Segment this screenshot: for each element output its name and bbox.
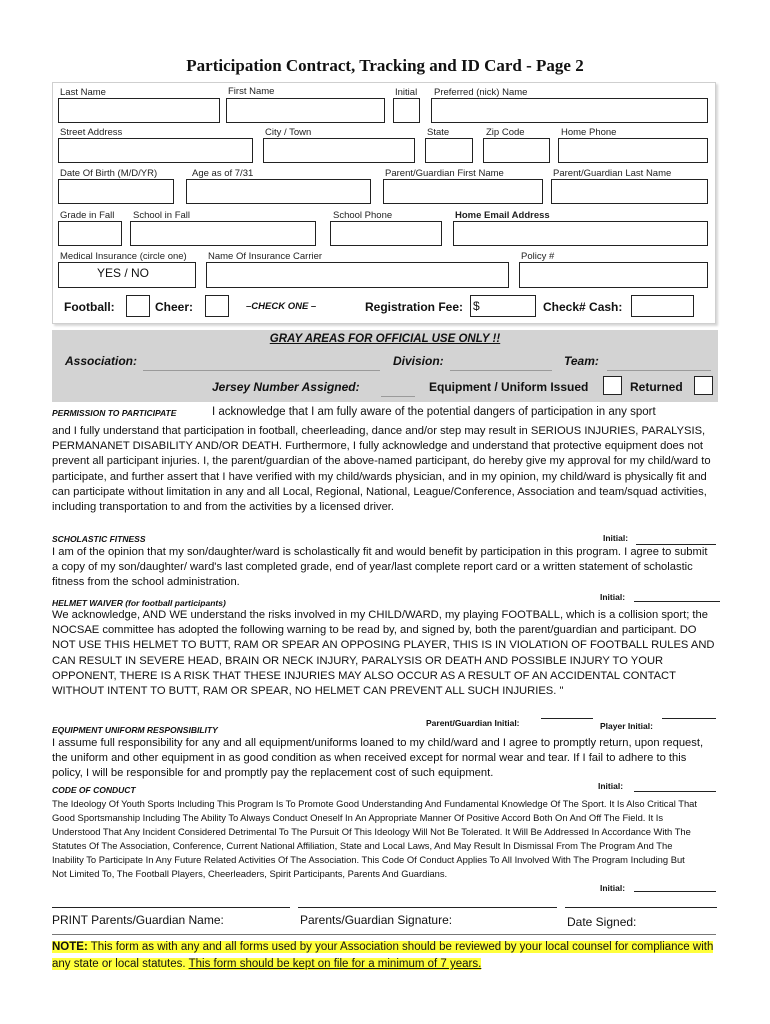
first-name-field[interactable]: [226, 98, 385, 123]
equipment-initial-line[interactable]: [634, 791, 716, 792]
division-label: Division:: [393, 354, 444, 368]
dollar-sign: $: [473, 299, 480, 313]
division-line[interactable]: [450, 370, 552, 371]
cheer-label: Cheer:: [155, 300, 194, 314]
conduct-heading: CODE OF CONDUCT: [52, 785, 136, 795]
school-phone-field[interactable]: [330, 221, 442, 246]
association-label: Association:: [65, 354, 138, 368]
cheer-checkbox[interactable]: [205, 295, 229, 317]
insurance-carrier-field[interactable]: [206, 262, 509, 288]
first-name-label: First Name: [228, 86, 275, 97]
print-name-line[interactable]: [52, 907, 290, 908]
returned-label: Returned: [630, 380, 683, 394]
street-address-field[interactable]: [58, 138, 253, 163]
equipment-body-text: I assume full responsibility for any and all equipment/uniforms loaned to my child/ward and I agree to promptly return, upon request, the uniform and other equipment in as good condition as when received except for normal wear and tear. If I fail to adhere to this policy, I will be responsible for and promptly pay the replacement cost of such equipment.: [52, 737, 704, 780]
state-field[interactable]: [425, 138, 473, 163]
insurance-carrier-label: Name Of Insurance Carrier: [208, 251, 323, 262]
player-initial-label: Player Initial:: [600, 721, 653, 731]
registration-fee-field[interactable]: [470, 295, 536, 317]
check-cash-field[interactable]: [631, 295, 694, 317]
signature-line[interactable]: [298, 907, 557, 908]
association-line[interactable]: [143, 370, 380, 371]
street-address-label: Street Address: [60, 127, 123, 138]
home-phone-label: Home Phone: [561, 127, 617, 138]
player-initial-line[interactable]: [662, 718, 716, 719]
registration-fee-label: Registration Fee:: [365, 300, 464, 314]
helmet-heading: HELMET WAIVER (for football participants): [52, 598, 226, 608]
scholastic-initial-label: Initial:: [603, 533, 629, 543]
preferred-name-label: Preferred (nick) Name: [434, 87, 528, 98]
signature-label: Parents/Guardian Signature:: [300, 913, 453, 927]
preferred-name-field[interactable]: [431, 98, 708, 123]
conduct-initial-line[interactable]: [634, 891, 716, 892]
note-text: This form as with any and all forms used by your Association should be reviewed by your local counsel for compliance with any state or local statutes.: [52, 941, 714, 970]
team-line[interactable]: [607, 370, 711, 371]
returned-checkbox[interactable]: [694, 376, 713, 395]
age-label: Age as of 7/31: [192, 168, 254, 179]
school-field[interactable]: [130, 221, 316, 246]
grade-field[interactable]: [58, 221, 122, 246]
school-phone-label: School Phone: [333, 210, 393, 221]
equipment-heading: EQUIPMENT UNIFORM RESPONSIBILITY: [52, 725, 218, 735]
home-email-label: Home Email Address: [455, 210, 550, 221]
zip-code-label: Zip Code: [486, 127, 525, 138]
medical-insurance-field[interactable]: [58, 262, 196, 288]
note-label: NOTE:: [52, 941, 88, 953]
initial-label: Initial: [395, 87, 418, 98]
parent-initial-label: Parent/Guardian Initial:: [426, 718, 520, 728]
scholastic-heading: SCHOLASTIC FITNESS: [52, 534, 146, 544]
school-label: School in Fall: [133, 210, 191, 221]
check-one-note: –CHECK ONE –: [246, 301, 317, 312]
helmet-initial-label: Initial:: [600, 592, 626, 602]
football-checkbox[interactable]: [126, 295, 150, 317]
date-signed-line[interactable]: [565, 907, 717, 908]
official-use-title: GRAY AREAS FOR OFFICIAL USE ONLY !!: [269, 333, 501, 345]
football-label: Football:: [64, 300, 115, 314]
guardian-first-field[interactable]: [383, 179, 543, 204]
grade-label: Grade in Fall: [60, 210, 115, 221]
permission-body-text: and I fully understand that participation in football, cheerleading, dance and/or step may result in SERIOUS INJURIES, PARALYSIS, PERMANANET DISABILITY AND/OR DEATH. Furthermore, I fully acknowledge and understand that protective equipment does not prevent all participant injuries. I, the parent/guardian of the above-named participant, do hereby give my approval for my child/ward to participate, and further assert that I have verified with my child/wards physician, and in my opinion, my child/ward is physically fit and can participate without limitation in any and all Local, Regional, National, League/Conference, Association and team/squad activities, including transportation to and from the activities by a licensed driver.: [52, 425, 711, 514]
zip-code-field[interactable]: [483, 138, 550, 163]
print-name-label: PRINT Parents/Guardian Name:: [52, 913, 224, 927]
initial-field[interactable]: [393, 98, 420, 123]
home-phone-field[interactable]: [558, 138, 708, 163]
note-divider: [52, 934, 716, 935]
dob-label: Date Of Birth (M/D/YR): [60, 168, 158, 179]
medical-insurance-label: Medical Insurance (circle one): [60, 251, 187, 262]
parent-initial-line[interactable]: [541, 718, 593, 719]
equipment-issued-label: Equipment / Uniform Issued: [429, 380, 589, 394]
policy-label: Policy #: [521, 251, 555, 262]
note-retention-text: This form should be kept on file for a minimum of 7 years.: [188, 958, 482, 970]
permission-heading: PERMISSION TO PARTICIPATE: [52, 408, 177, 418]
note-block: [52, 939, 718, 973]
team-label: Team:: [564, 354, 599, 368]
city-town-label: City / Town: [265, 127, 312, 138]
page-title: Participation Contract, Tracking and ID Card - Page 2: [186, 56, 584, 75]
home-email-field[interactable]: [453, 221, 708, 246]
city-town-field[interactable]: [263, 138, 415, 163]
helmet-body-text: We acknowledge, AND WE understand the risks involved in my CHILD/WARD, my playing FOOTBALL, which is a collision sport; the NOCSAE committee has adopted the following warning to be read by, and signed by, both the parent/guardian and participant. DO NOT USE THIS HELMET TO BUTT, RAM OR SPEAR AN OPPOSING PLAYER, THIS IS IN VIOLATION OF FOOTBALL RULES AND CAN RESULT IN SEVERE HEAD, BRAIN OR NECK INJURY, PARALYSIS OR DEATH AND POSSIBLE INJURY TO YOUR OPPONENT, THERE IS A RISK THAT THESE INJURIES MAY ALSO OCCUR AS A RESULT OF AN ACCIDENTAL CONTACT WITHOUT INTENT TO BUTT, RAM OR SPEAR, NO HELMET CAN PREVENT ALL SUCH INJURIES. ": [52, 609, 715, 698]
conduct-initial-label: Initial:: [600, 883, 626, 893]
dob-field[interactable]: [58, 179, 174, 204]
jersey-label: Jersey Number Assigned:: [212, 380, 360, 394]
permission-lead-text: I acknowledge that I am fully aware of the potential dangers of participation in any sport: [212, 406, 656, 418]
policy-field[interactable]: [519, 262, 708, 288]
check-cash-label: Check# Cash:: [543, 300, 623, 314]
last-name-field[interactable]: [58, 98, 220, 123]
conduct-body-text: The Ideology Of Youth Sports Including This Program Is To Promote Good Understanding And Fundamental Knowledge Of The Sport. It Is Also Critical That Good Sportsmanship Including The Ability To Always Conduct Oneself In An Appropriate Manner Of Positive Accord Both On And Off The Field. It Is Understood That Any Incident Considered Detrimental To The Pursuit Of This Ideology Will Not Be Tolerated. It Will Be Addressed In Accordance With The Statutes Of The Association, Conference, Current National Affiliation, State and Local Laws, And May Result In Dismissal From The Program And The Inability To Participate In Any Future Related Activities Of The Association. This Code Of Conduct Applies To All Involved With The Program Including But Not Limited To, The Football Players, Cheerleaders, Spirit Participants, Parents And Guardians.: [52, 798, 697, 879]
yes-no-options[interactable]: YES / NO: [97, 266, 150, 280]
equipment-initial-label: Initial:: [598, 781, 624, 791]
guardian-last-field[interactable]: [551, 179, 708, 204]
last-name-label: Last Name: [60, 87, 106, 98]
helmet-initial-line[interactable]: [634, 601, 720, 602]
scholastic-body-text: I am of the opinion that my son/daughter/ward is scholastically fit and would benefit by participation in this program. I agree to submit a copy of my son/daughter/ ward's last completed grade, end of year/last complete report card or a written statement of scholastic fitness from the school administration.: [52, 546, 708, 589]
jersey-line[interactable]: [381, 396, 415, 397]
equipment-issued-checkbox[interactable]: [603, 376, 622, 395]
guardian-last-label: Parent/Guardian Last Name: [553, 168, 672, 179]
guardian-first-label: Parent/Guardian First Name: [385, 168, 504, 179]
date-signed-label: Date Signed:: [567, 915, 637, 929]
age-field[interactable]: [186, 179, 371, 204]
state-label: State: [427, 127, 450, 138]
